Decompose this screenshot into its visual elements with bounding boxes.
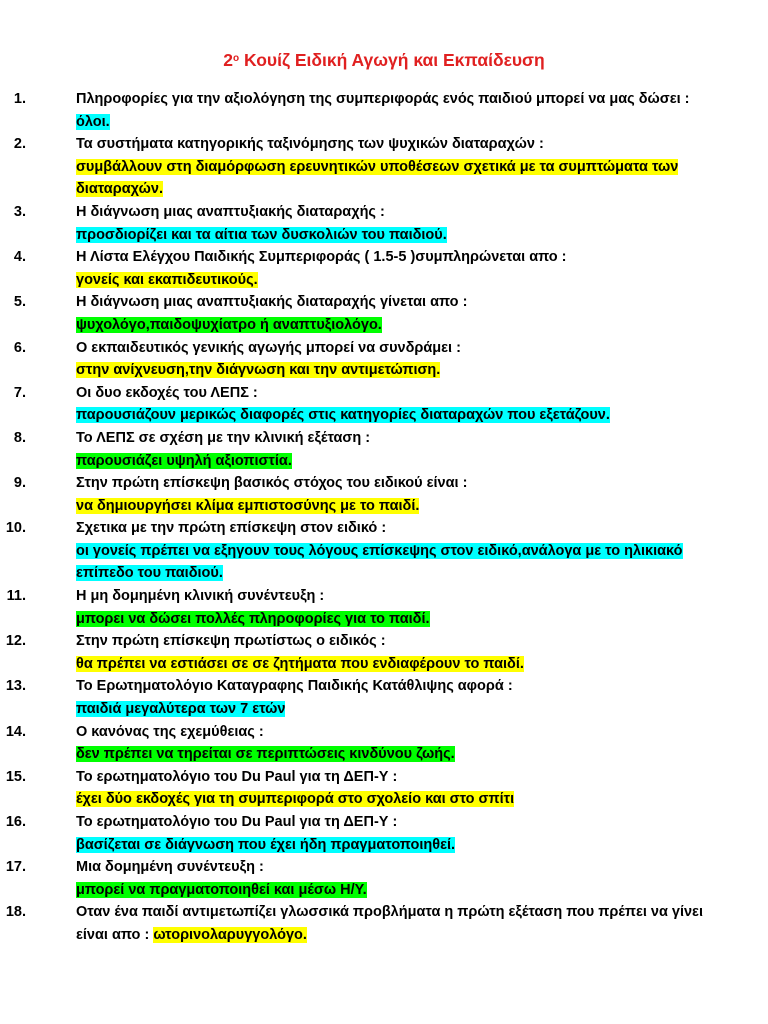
answer-highlight: μπορει να δώσει πολλές πληροφορίες για το παιδί. — [76, 610, 430, 627]
title-text: Κουίζ Ειδική Αγωγή και Εκπαίδευση — [243, 50, 545, 70]
question-text: Ο κανόνας της εχεμύθειας : — [76, 723, 264, 740]
answer-highlight: θα πρέπει να εστιάσει σε σε ζητήματα που ενδιαφέρουν το παιδί. — [76, 655, 524, 672]
answer-highlight: μπορεί να πραγματοποιηθεί και μέσω Η/Υ. — [76, 881, 367, 898]
question-text: Οι δυο εκδοχές του ΛΕΠΣ : — [76, 384, 258, 401]
question-text: Το ερωτηματολόγιο του Du Paul για τη ΔΕΠ-Υ : — [76, 768, 398, 785]
item-number: 2. — [13, 136, 26, 153]
question-text: Η διάγνωση μιας αναπτυξιακής διαταραχής γίνεται απο : — [76, 294, 468, 311]
item-number: 6. — [13, 339, 26, 356]
quiz-item — [13, 88, 726, 133]
question-text: Το ερωτηματολόγιο του Du Paul για τη ΔΕΠ-Υ : — [76, 814, 398, 830]
answer-highlight: παιδιά μεγαλύτερα των 7 ετών — [76, 701, 286, 718]
quiz-item — [5, 811, 726, 856]
question-text: Στην πρώτη επίσκεψη πρωτίστως ο ειδικός : — [76, 633, 386, 650]
answer-highlight: ωτορινολαρυγγολόγο. — [153, 926, 307, 943]
question-text: Σχετικα με την πρώτη επίσκεψη στον ειδικό : — [76, 520, 387, 537]
question-text: Η διάγνωση μιας αναπτυξιακής διαταραχής : — [76, 203, 385, 220]
question-text: Οταν ένα παιδί αντιμετωπίζει γλωσσικά προβλήματα η πρώτη εξέταση που πρέπει να γίνει είναι απο : — [76, 904, 703, 943]
question-text: Το ΛΕΠΣ σε σχέση με την κλινική εξέταση : — [76, 429, 371, 446]
item-number: 18. — [5, 904, 26, 921]
question-text: Το Ερωτηματολόγιο Καταγραφης Παιδικής Κατάθλιψης αφορά : — [76, 678, 513, 695]
item-number: 16. — [5, 814, 26, 830]
question-text: Ο εκπαιδευτικός γενικής αγωγής μπορεί να συνδράμει : — [76, 339, 461, 356]
item-number: 13. — [5, 678, 26, 695]
quiz-list — [5, 88, 726, 947]
quiz-item — [5, 517, 726, 585]
quiz-item — [5, 766, 726, 811]
answer-highlight: οι γονείς πρέπει να εξηγουν τους λόγους επίσκεψης στον ειδικό,ανάλογα με το ηλικιακό επίπεδο του παιδιού. — [76, 542, 683, 582]
item-number: 3. — [13, 203, 26, 220]
question-text: Πληροφορίες για την αξιολόγηση της συμπεριφοράς ενός παιδιού μπορεί να μας δώσει : — [76, 91, 690, 107]
item-number: 8. — [13, 429, 26, 446]
answer-highlight: παρουσιάζουν μερικώς διαφορές στις κατηγορίες διαταραχών που εξετάζουν. — [76, 407, 610, 424]
quiz-item — [5, 856, 726, 901]
quiz-item — [13, 133, 726, 201]
answer-highlight: έχει δύο εκδοχές για τη συμπεριφορά στο σχολείο και στο σπίτι — [76, 791, 515, 808]
quiz-item — [13, 427, 726, 472]
item-number: 14. — [5, 723, 26, 740]
question-text: Η μη δομημένη κλινική συνέντευξη : — [76, 588, 325, 605]
quiz-item — [13, 382, 726, 427]
item-number: 5. — [13, 294, 26, 311]
quiz-item — [13, 337, 726, 382]
quiz-item — [13, 472, 726, 517]
answer-highlight: όλοι. — [76, 113, 110, 130]
answer-highlight: στην ανίχνευση,την διάγνωση και την αντιμετώπιση. — [76, 362, 441, 379]
quiz-item — [5, 675, 726, 720]
quiz-item — [13, 246, 726, 291]
answer-highlight: δεν πρέπει να τηρείται σε περιπτώσεις κινδύνου ζωής. — [76, 746, 455, 763]
answer-highlight: ψυχολόγο,παιδοψυχίατρο ή αναπτυξιολόγο. — [76, 316, 382, 333]
title-number: 2 — [223, 50, 233, 70]
item-number: 10. — [5, 520, 26, 537]
answer-highlight: συμβάλλουν στη διαμόρφωση ερευνητικών υποθέσεων σχετικά με τα συμπτώματα των διαταραχών. — [76, 158, 679, 198]
item-number: 4. — [13, 249, 26, 266]
quiz-item — [13, 201, 726, 246]
quiz-item — [6, 585, 726, 630]
item-number: 7. — [13, 384, 26, 401]
quiz-item — [5, 630, 726, 675]
answer-highlight: παρουσιάζει υψηλή αξιοπιστία. — [76, 452, 292, 469]
item-number: 15. — [5, 768, 26, 785]
question-text: Μια δομημένη συνέντευξη : — [76, 859, 264, 876]
question-text: Η Λίστα Ελέγχου Παιδικής Συμπεριφοράς ( 1.5-5 )συμπληρώνεται απο : — [76, 249, 567, 266]
item-number: 12. — [5, 633, 26, 650]
quiz-item — [5, 901, 726, 946]
item-number: 11. — [6, 588, 26, 605]
answer-highlight: γονείς και εκαπιδευτικούς. — [76, 271, 258, 288]
title-superscript: ο — [233, 53, 240, 64]
quiz-item — [13, 291, 726, 336]
item-number: 17. — [5, 859, 26, 876]
answer-highlight: να δημιουργήσει κλίμα εμπιστοσύνης με το παιδί. — [76, 497, 420, 514]
question-text: Στην πρώτη επίσκεψη βασικός στόχος του ειδικού είναι : — [76, 475, 468, 492]
item-number: 1. — [13, 91, 26, 107]
quiz-item — [5, 721, 726, 766]
question-text: Τα συστήματα κατηγορικής ταξινόμησης των ψυχικών διαταραχών : — [76, 136, 544, 153]
answer-highlight: προσδιορίζει και τα αίτια των δυσκολιών του παιδιού. — [76, 226, 447, 243]
answer-highlight: βασίζεται σε διάγνωση που έχει ήδη πραγματοποιηθεί. — [76, 836, 456, 853]
page-title — [0, 50, 768, 71]
item-number: 9. — [13, 475, 26, 492]
